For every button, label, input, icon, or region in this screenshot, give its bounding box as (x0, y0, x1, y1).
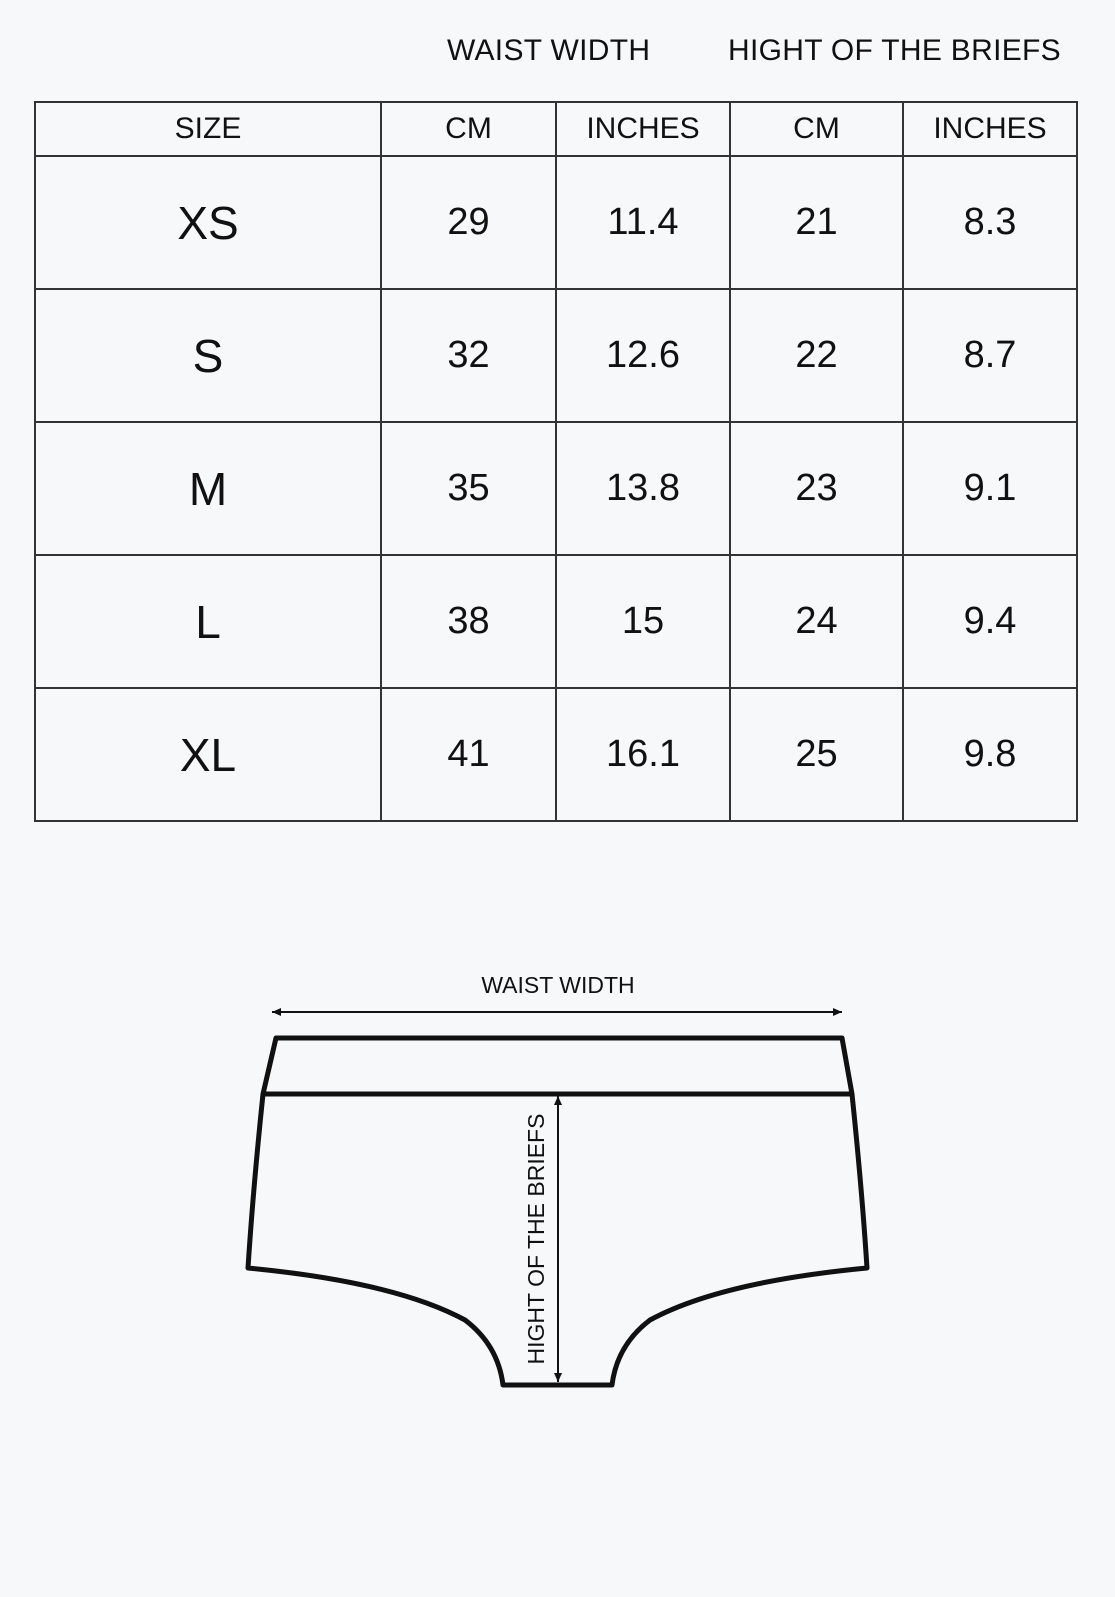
briefs-height-group-header: HIGHT OF THE BRIEFS (728, 34, 1061, 67)
waist-cm-column-header: CM (381, 102, 556, 156)
size-column-header: SIZE (35, 102, 381, 156)
height-inches-cell: 9.8 (903, 688, 1077, 821)
waist-inches-cell: 12.6 (556, 289, 730, 422)
waist-cm-cell: 32 (381, 289, 556, 422)
size-cell: S (35, 289, 381, 422)
height-inches-column-header: INCHES (903, 102, 1077, 156)
waist-cm-cell: 41 (381, 688, 556, 821)
table-row (35, 688, 1077, 821)
waist-cm-cell: 35 (381, 422, 556, 555)
height-inches-cell: 9.4 (903, 555, 1077, 688)
height-cm-cell: 23 (730, 422, 903, 555)
briefs-measurement-diagram (0, 950, 1115, 1390)
table-header-row (35, 102, 1077, 156)
diagram-waist-width-label: WAIST WIDTH (481, 972, 635, 998)
height-inches-cell: 8.7 (903, 289, 1077, 422)
height-cm-column-header: CM (730, 102, 903, 156)
waist-inches-cell: 16.1 (556, 688, 730, 821)
waist-cm-cell: 29 (381, 156, 556, 289)
waist-inches-column-header: INCHES (556, 102, 730, 156)
height-cm-cell: 24 (730, 555, 903, 688)
waist-width-group-header: WAIST WIDTH (447, 34, 651, 67)
waist-inches-cell: 15 (556, 555, 730, 688)
size-chart-table (34, 101, 1078, 822)
height-inches-cell: 8.3 (903, 156, 1077, 289)
height-inches-cell: 9.1 (903, 422, 1077, 555)
size-cell: M (35, 422, 381, 555)
table-row (35, 289, 1077, 422)
height-cm-cell: 21 (730, 156, 903, 289)
table-row (35, 555, 1077, 688)
table-row (35, 422, 1077, 555)
size-cell: XL (35, 688, 381, 821)
size-cell: XS (35, 156, 381, 289)
size-cell: L (35, 555, 381, 688)
waist-inches-cell: 11.4 (556, 156, 730, 289)
height-cm-cell: 22 (730, 289, 903, 422)
table-row (35, 156, 1077, 289)
diagram-briefs-height-label: HIGHT OF THE BRIEFS (523, 1113, 549, 1365)
waist-inches-cell: 13.8 (556, 422, 730, 555)
waist-cm-cell: 38 (381, 555, 556, 688)
height-cm-cell: 25 (730, 688, 903, 821)
